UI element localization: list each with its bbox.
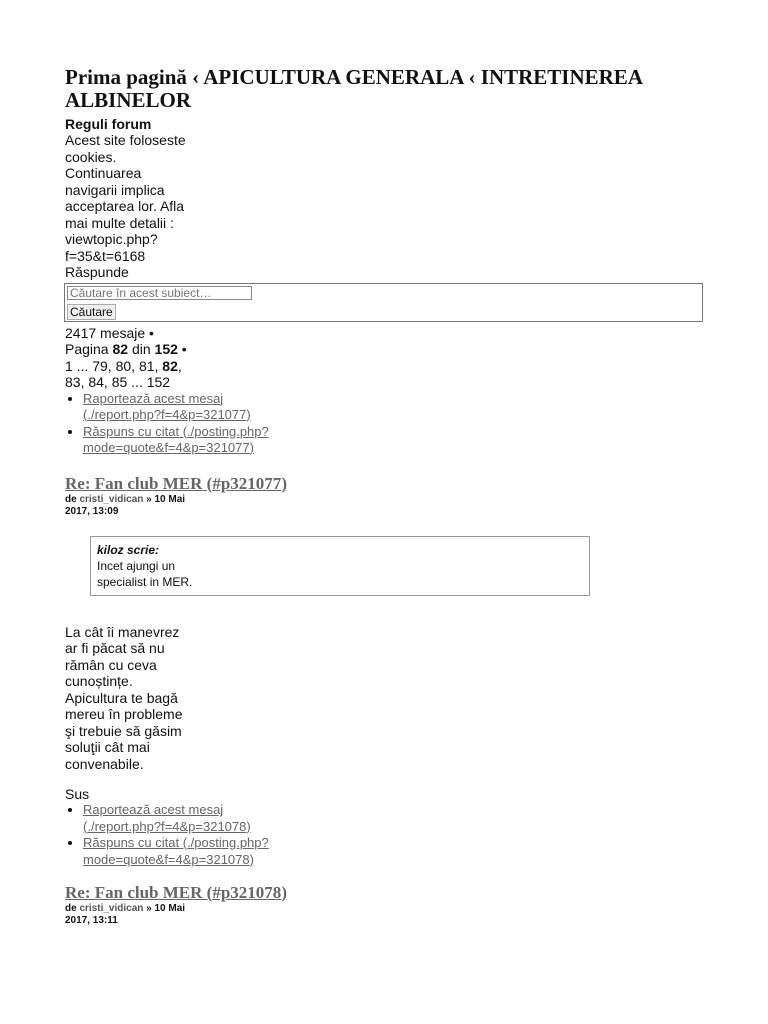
current-page: 82 <box>112 341 129 357</box>
breadcrumb[interactable]: Prima pagină ‹ APICULTURA GENERALA ‹ INTRETINEREA ALBINELOR <box>65 65 642 112</box>
report-link[interactable]: Raportează acest mesaj (./report.php?f=4&p=321078) <box>83 802 251 834</box>
quote-block <box>90 536 590 596</box>
post-title-link[interactable]: Re: Fan club MER (#p321077) <box>65 473 287 493</box>
pagination: 2417 mesaje • Pagina 82 din 152 • 1 ... 79, 80, 81, 82, 83, 84, 85 ... 152 <box>65 324 187 390</box>
quote-reply-link[interactable]: Răspuns cu citat (./posting.php?mode=quote&f=4&p=321077) <box>83 423 269 455</box>
message-count: 2417 mesaje <box>65 324 146 341</box>
quote-cite: kiloz scrie: <box>97 542 160 557</box>
by-label: de <box>65 903 77 914</box>
page-label: Pagina <box>65 341 109 357</box>
report-link[interactable]: Raportează acest mesaj (./report.php?f=4&p=321077) <box>83 390 251 422</box>
post-actions <box>65 802 273 868</box>
post-content: La cât îi manevrez ar fi păcat să nu rămân cu ceva cunoștințe. Apicultura te bagă mereu în probleme şi trebuie să găsim soluţii cât mai convenabile. <box>65 623 183 772</box>
list-item <box>83 391 273 424</box>
search-button[interactable]: Căutare <box>67 304 116 320</box>
list-item <box>83 835 273 868</box>
post-meta <box>65 903 195 927</box>
post <box>65 883 725 927</box>
post-title-link[interactable]: Re: Fan club MER (#p321078) <box>65 883 287 902</box>
search-input[interactable] <box>67 286 252 300</box>
list-item <box>83 802 273 835</box>
page-links-after[interactable]: 83, 84, 85 ... 152 <box>65 374 171 390</box>
list-item <box>83 424 273 457</box>
post-author[interactable]: cristi_vidican <box>79 493 144 505</box>
reply-link[interactable]: Răspunde <box>65 264 129 280</box>
page-links-before[interactable]: 1 ... 79, 80, 81, <box>65 357 159 374</box>
back-to-top-link[interactable]: Sus <box>65 786 90 802</box>
search-box <box>64 283 703 322</box>
total-pages: 152 <box>154 341 178 357</box>
post-title <box>65 474 725 494</box>
post-author[interactable]: cristi_vidican <box>79 903 144 914</box>
current-page-link: 82 <box>162 357 178 374</box>
post <box>65 474 725 869</box>
quote-text: Incet ajungi un specialist in MER. <box>97 558 193 589</box>
by-label: de <box>65 493 77 505</box>
quote-reply-link[interactable]: Răspuns cu citat (./posting.php?mode=quote&f=4&p=321078) <box>83 835 269 867</box>
post-date: » 10 Mai 2017, 13:09 <box>65 493 186 517</box>
post-title <box>65 883 725 903</box>
post-actions-top <box>65 391 273 457</box>
of-label: din <box>131 341 151 357</box>
rules-heading: Reguli forum <box>65 116 152 132</box>
rules-text: Acest site foloseste cookies. Continuarea navigarii implica acceptarea lor. Afla mai multe detalii : viewtopic.php?f=35&t=6168 <box>65 132 186 264</box>
page-content <box>65 66 725 927</box>
post-date: » 10 Mai 2017, 13:11 <box>65 903 186 926</box>
post-meta <box>65 494 195 518</box>
